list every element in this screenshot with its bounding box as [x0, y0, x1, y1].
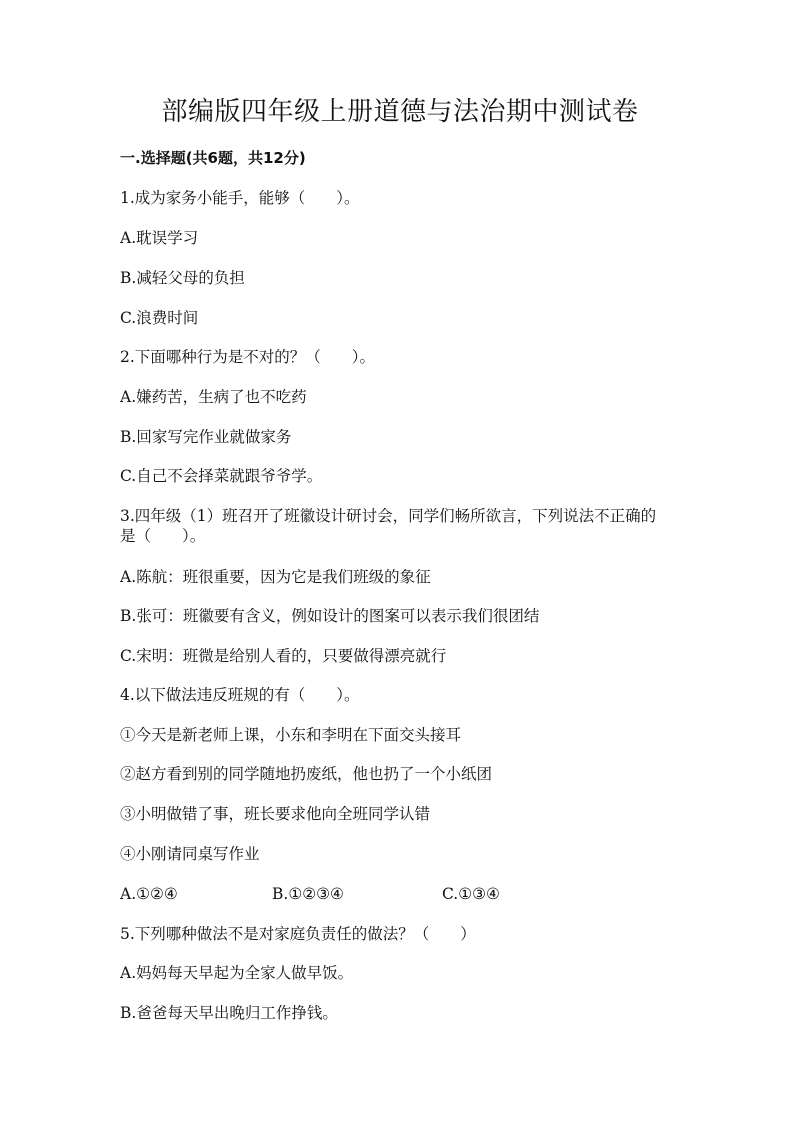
question-5-option-b: B.爸爸每天早出晚归工作挣钱。 [120, 1004, 338, 1022]
question-3-option-b: B.张可：班徽要有含义，例如设计的图案可以表示我们很团结 [120, 607, 540, 625]
question-2-option-c: C.自己不会择菜就跟爷爷学。 [120, 467, 323, 485]
question-2-stem: 2.下面哪种行为是不对的？（ ）。 [120, 348, 376, 366]
question-3-option-c: C.宋明：班微是给别人看的，只要做得漂亮就行 [120, 647, 447, 665]
question-3-option-a: A.陈航：班很重要，因为它是我们班级的象征 [120, 568, 431, 586]
question-1-option-b: B.减轻父母的负担 [120, 269, 245, 287]
question-4-item-4: ④小刚请同桌写作业 [120, 845, 260, 863]
question-4-option-c: C.①③④ [442, 885, 500, 903]
question-5-option-a: A.妈妈每天早起为全家人做早饭。 [120, 964, 354, 982]
question-1-option-a: A.耽误学习 [120, 229, 199, 247]
page-title: 部编版四年级上册道德与法治期中测试卷 [161, 97, 639, 127]
question-5-stem: 5.下列哪种做法不是对家庭负责任的做法？（ ） [120, 925, 476, 943]
question-1-option-c: C.浪费时间 [120, 309, 199, 327]
section-heading: 一.选择题(共6题，共12分) [120, 149, 306, 167]
question-4-stem: 4.以下做法违反班规的有（ ）。 [120, 686, 360, 704]
question-4-option-a: A.①②④ [120, 885, 178, 903]
question-4-item-2: ②赵方看到别的同学随地扔废纸，他也扔了一个小纸团 [120, 765, 493, 783]
question-1-stem: 1.成为家务小能手，能够（ ）。 [120, 189, 360, 207]
question-3-stem-line-1: 3.四年级（1）班召开了班徽设计研讨会，同学们畅所欲言，下列说法不正确的 [120, 507, 657, 525]
question-4-item-3: ③小明做错了事，班长要求他向全班同学认错 [120, 805, 431, 823]
question-2-option-b: B.回家写完作业就做家务 [120, 428, 292, 446]
question-3-stem-line-2: 是（ ）。 [120, 527, 206, 545]
question-4-item-1: ①今天是新老师上课，小东和李明在下面交头接耳 [120, 726, 462, 744]
question-2-option-a: A.嫌药苦，生病了也不吃药 [120, 388, 307, 406]
question-4-option-b: B.①②③④ [272, 885, 344, 903]
